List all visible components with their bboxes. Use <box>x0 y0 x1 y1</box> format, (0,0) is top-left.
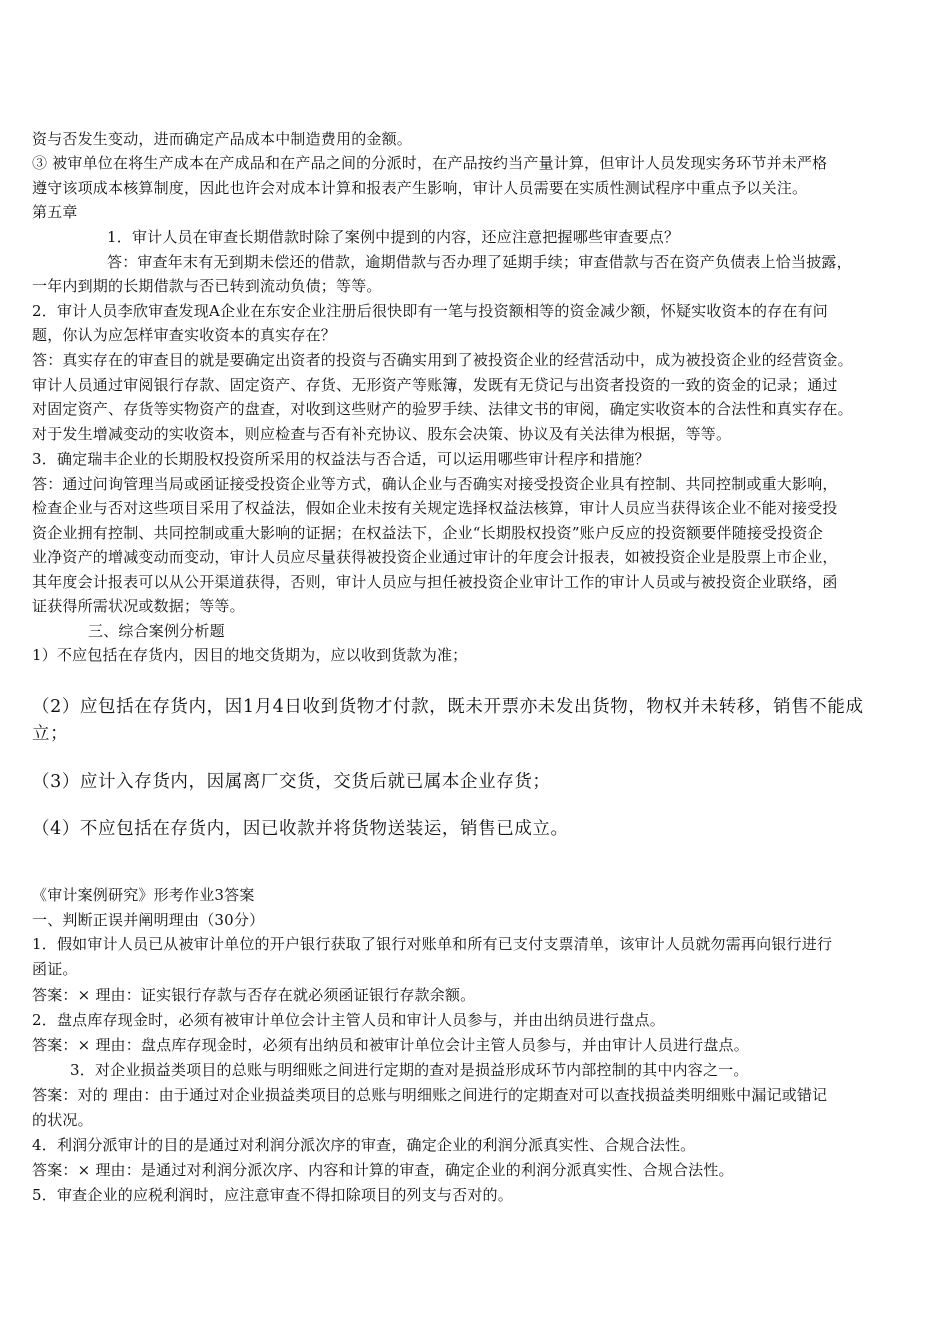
case-answer-line: （2）应包括在存货内，因1月4日收到货物才付款，既未开票亦未发出货物，物权并未转移，销售不能成 <box>32 697 864 717</box>
answer-line: 其年度会计报表可以从公开渠道获得，否则，审计人员应与担任被投资企业审计工作的审计人员或与被投资企业联络，函 <box>32 573 838 591</box>
answer-line: 对固定资产、存货等实物资产的盘查，对收到这些财产的验罗手续、法律文书的审阅，确定实收资本的合法性和真实存在。 <box>32 400 853 418</box>
answer-line: 答案：× 理由：证实银行存款与否存在就必须函证银行存款余额。 <box>32 986 476 1004</box>
text-line: 资与否发生变动，进而确定产品成本中制造费用的金额。 <box>32 130 413 148</box>
question-line: 题，你认为应怎样审查实收资本的真实存在？ <box>32 326 337 344</box>
chapter-heading: 第五章 <box>32 203 78 221</box>
answer-line: 一年内到期的长期借款与否已转到流动负债；等等。 <box>32 277 382 295</box>
answer-line: 业净资产的增减变动而变动，审计人员应尽量获得被投资企业通过审计的年度会计报表，如被投资企业是股票上市企业， <box>32 548 838 566</box>
answer-line: 证获得所需状况或数据；等等。 <box>32 597 245 615</box>
answer-line: 答案：对的 理由：由于通过对企业损益类项目的总账与明细账之间进行的定期查对可以查找损益类明细账中漏记或错记 <box>32 1086 828 1104</box>
answer-line: 答：真实存在的审查目的就是要确定出资者的投资与否确实用到了被投资企业的经营活动中，成为被投资企业的经营资金。 <box>32 351 853 369</box>
question-line: 4．利润分派审计的目的是通过对利润分派次序的审查，确定企业的利润分派真实性、合规合法性。 <box>32 1136 696 1154</box>
answer-line: 对于发生增减变动的实收资本，则应检查与否有补充协议、股东会决策、协议及有关法律为根据，等等。 <box>32 425 732 443</box>
question-line: 函证。 <box>32 960 78 978</box>
case-answer-line: （3）应计入存货内，因属离厂交货，交货后就已属本企业存货； <box>32 772 551 792</box>
answer-line: 审计人员通过审阅银行存款、固定资产、存货、无形资产等账簿，发既有无贷记与出资者投资的一致的资金的记录；通过 <box>32 376 838 394</box>
case-answer-line: （4）不应包括在存货内，因已收款并将货物送装运，销售已成立。 <box>32 819 569 839</box>
question-line: 3．确定瑞丰企业的长期股权投资所采用的权益法与否合适，可以运用哪些审计程序和措施？ <box>32 450 650 468</box>
section-heading: 三、综合案例分析题 <box>88 622 225 640</box>
assignment-title: 《审计案例研究》形考作业3答案 <box>32 886 255 904</box>
question-line: 1．审计人员在审查长期借款时除了案例中提到的内容，还应注意把握哪些审查要点？ <box>107 228 680 246</box>
answer-line: 检查企业与否对这些项目采用了权益法，假如企业未按有关规定选择权益法核算，审计人员应当获得该企业不能对接受投 <box>32 499 838 517</box>
answer-line: 答：通过问询管理当局或函证接受投资企业等方式，确认企业与否确实对接受投资企业具有控制、共同控制或重大影响， <box>32 475 838 493</box>
text-line: 遵守该项成本核算制度，因此也许会对成本计算和报表产生影响，审计人员需要在实质性测试程序中重点予以关注。 <box>32 179 808 197</box>
answer-line: 资企业拥有控制、共同控制或重大影响的证据；在权益法下，企业“长期股权投资”账户反应的投资额要伴随接受投资企 <box>32 524 823 542</box>
text-line: ③ 被审单位在将生产成本在产成品和在产品之间的分派时，在产品按约当产量计算，但审计人员发现实务环节并未严格 <box>32 154 828 172</box>
case-answer-line: 1）不应包括在存货内，因目的地交货期为，应以收到货款为准； <box>32 646 468 664</box>
case-answer-line: 立； <box>32 724 69 744</box>
answer-line: 答：审查年末有无到期未偿还的借款，逾期借款与否办理了延期手续；审查借款与否在资产负债表上恰当披露， <box>107 253 852 271</box>
question-line: 2．盘点库存现金时，必须有被审计单位会计主管人员和审计人员参与，并由出纳员进行盘点。 <box>32 1011 665 1029</box>
question-line: 2．审计人员李欣审查发现A企业在东安企业注册后很快即有一笔与投资额相等的资金减少额，怀疑实收资本的存在有问 <box>32 302 828 320</box>
question-line: 1．假如审计人员已从被审计单位的开户银行获取了银行对账单和所有已支付支票清单，该审计人员就勿需再向银行进行 <box>32 935 833 953</box>
part-heading: 一、判断正误并阐明理由（30分） <box>32 911 265 929</box>
answer-line: 答案：× 理由：是通过对利润分派次序、内容和计算的审查，确定企业的利润分派真实性、合规合法性。 <box>32 1161 734 1179</box>
question-line: 5．审查企业的应税利润时，应注意审查不得扣除项目的列支与否对的。 <box>32 1186 513 1204</box>
answer-line: 答案：× 理由：盘点库存现金时，必须有出纳员和被审计单位会计主管人员参与，并由审计人员进行盘点。 <box>32 1036 749 1054</box>
question-line: 3．对企业损益类项目的总账与明细账之间进行定期的查对是损益形成环节内部控制的其中内容之一。 <box>70 1061 749 1079</box>
answer-line: 的状况。 <box>32 1111 93 1129</box>
